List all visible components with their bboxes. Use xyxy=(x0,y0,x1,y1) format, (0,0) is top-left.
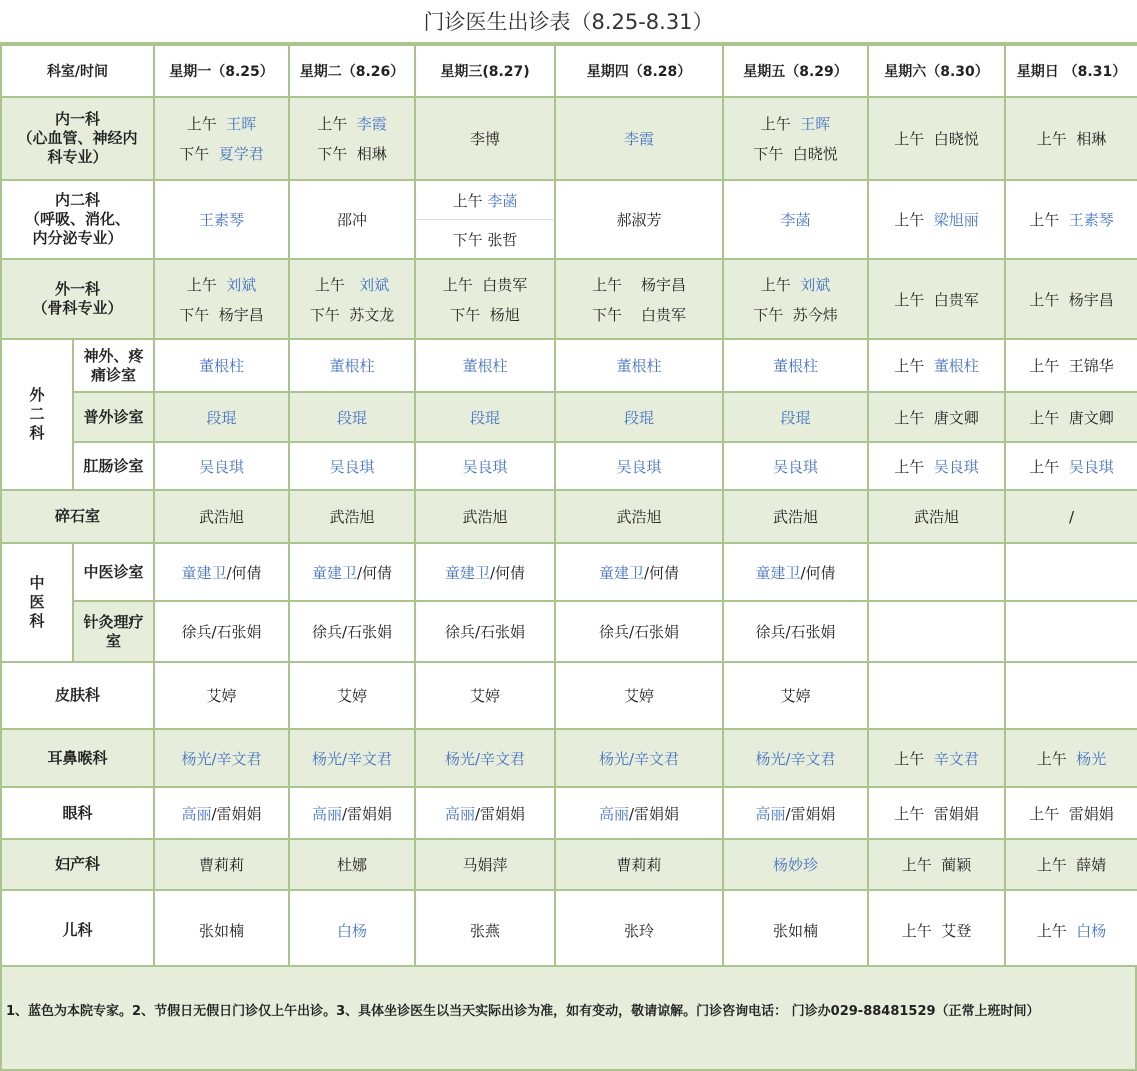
cell-wk2s1-wed: 董根柱 xyxy=(415,339,555,392)
am-label: 上午 xyxy=(760,275,791,294)
dept-text: 中医科 xyxy=(29,574,45,630)
cell-ebh-tue: 杨光/辛文君 xyxy=(289,729,415,787)
doctor-name: 杨宇昌 xyxy=(1068,290,1114,309)
cell-nk2-tue: 邵冲 xyxy=(289,180,415,259)
doctor-name: 刘斌 xyxy=(359,275,390,294)
doctor-name: /何倩 xyxy=(226,563,262,582)
cell-zyk1-tue xyxy=(289,543,415,601)
am-label: 上午 xyxy=(1029,211,1060,229)
cell-ebh-mon: 杨光/辛文君 xyxy=(154,729,289,787)
cell-yk-mon xyxy=(154,787,289,839)
doctor-name: 雷娟娟 xyxy=(1068,804,1114,823)
cell-nk1-sat xyxy=(868,97,1005,180)
cell-nk1-tue xyxy=(289,97,415,180)
row-wk1 xyxy=(1,259,1137,339)
cell-fck-thu: 曹莉莉 xyxy=(555,839,723,890)
am-label: 上午 xyxy=(1036,130,1067,148)
cell-pfk-wed: 艾婷 xyxy=(415,662,555,729)
header-row xyxy=(1,45,1137,97)
sub-line: 神外、疼 xyxy=(83,346,144,365)
am-label: 上午 xyxy=(901,856,932,874)
corner-header: 科室/时间 xyxy=(1,45,154,97)
am-label: 上午 xyxy=(1036,921,1067,940)
cell-sss-thu: 武浩旭 xyxy=(555,490,723,543)
cell-nk2-thu: 郝淑芳 xyxy=(555,180,723,259)
sub-label-wk2-3: 肛肠诊室 xyxy=(73,442,154,490)
doctor-name: /何倩 xyxy=(489,563,526,582)
cell-zyk1-wed xyxy=(415,543,555,601)
cell-wk1-fri xyxy=(723,259,868,339)
cell-wk2s3-mon: 吴良琪 xyxy=(154,442,289,490)
row-ek xyxy=(1,890,1137,970)
cell-wk2s1-thu: 董根柱 xyxy=(555,339,723,392)
cell-zyk2-tue: 徐兵/石张娟 xyxy=(289,601,415,662)
cell-zyk2-fri: 徐兵/石张娟 xyxy=(723,601,868,662)
doctor-name: 薛婧 xyxy=(1076,856,1107,874)
doctor-name: 杨宇昌 xyxy=(641,275,687,294)
doctor-name: 杨光 xyxy=(1076,749,1107,768)
row-yk xyxy=(1,787,1137,839)
doctor-name: 王晖 xyxy=(226,115,257,133)
cell-ebh-wed: 杨光/辛文君 xyxy=(415,729,555,787)
cell-zyk1-fri xyxy=(723,543,868,601)
cell-sss-fri: 武浩旭 xyxy=(723,490,868,543)
cell-ebh-thu: 杨光/辛文君 xyxy=(555,729,723,787)
doctor-name: 白晓悦 xyxy=(933,130,979,148)
cell-yk-tue xyxy=(289,787,415,839)
cell-pfk-fri: 艾婷 xyxy=(723,662,868,729)
am-label: 上午 xyxy=(894,749,925,768)
cell-wk1-sun xyxy=(1005,259,1137,339)
cell-wk2s1-sat xyxy=(868,339,1005,392)
cell-ek-fri: 张如楠 xyxy=(723,890,868,970)
dept-label-sss: 碎石室 xyxy=(1,490,154,543)
doctor-name: 艾登 xyxy=(941,921,972,940)
dept-line: 内分泌专业） xyxy=(32,229,123,247)
doctor-name: /何倩 xyxy=(800,563,836,582)
sub-line: 痛诊室 xyxy=(90,365,136,384)
day-header-tue: 星期二（8.26） xyxy=(289,45,415,97)
cell-wk1-tue xyxy=(289,259,415,339)
cell-wk2s1-mon: 董根柱 xyxy=(154,339,289,392)
pm-label: 下午 xyxy=(317,145,348,163)
cell-ek-sun xyxy=(1005,890,1137,970)
doctor-name: /雷娟娟 xyxy=(785,804,836,823)
cell-nk1-sun xyxy=(1005,97,1137,180)
cell-zyk2-wed: 徐兵/石张娟 xyxy=(415,601,555,662)
doctor-name: /何倩 xyxy=(643,563,680,582)
am-label: 上午 xyxy=(760,115,791,133)
sub-label-zyk-2 xyxy=(73,601,154,662)
doctor-name: 高丽 xyxy=(181,804,212,823)
dept-line: （心血管、神经内 xyxy=(17,129,138,147)
doctor-name: 李菡 xyxy=(487,191,518,210)
doctor-name: 夏学君 xyxy=(218,145,264,163)
cell-sss-sun: / xyxy=(1005,490,1137,543)
sub-label-wk2-2: 普外诊室 xyxy=(73,392,154,442)
cell-ek-tue: 白杨 xyxy=(289,890,415,970)
doctor-name: 蔺颖 xyxy=(941,856,972,874)
cell-nk2-wed xyxy=(415,180,555,259)
row-zyk-sub1 xyxy=(1,543,1137,601)
cell-zyk1-sat xyxy=(868,543,1005,601)
day-header-thu: 星期四（8.28） xyxy=(555,45,723,97)
doctor-name: 童建卫 xyxy=(311,563,357,582)
doctor-name: 杨旭 xyxy=(489,305,520,324)
cell-sss-tue: 武浩旭 xyxy=(289,490,415,543)
am-label: 上午 xyxy=(901,921,932,940)
doctor-name: 杨宇昌 xyxy=(218,305,264,324)
doctor-name: 辛文君 xyxy=(933,749,979,768)
cell-wk2s2-sun xyxy=(1005,392,1137,442)
cell-pfk-sun xyxy=(1005,662,1137,729)
am-label: 上午 xyxy=(894,211,925,229)
doctor-name: 相琳 xyxy=(356,145,387,163)
cell-yk-wed xyxy=(415,787,555,839)
row-nk1 xyxy=(1,97,1137,180)
cell-wk2s1-sun xyxy=(1005,339,1137,392)
cell-fck-wed: 马娟萍 xyxy=(415,839,555,890)
dept-line: 外一科 xyxy=(54,280,100,298)
am-label: 上午 xyxy=(1029,804,1060,823)
row-pfk xyxy=(1,662,1137,729)
row-wk2-sub1 xyxy=(1,339,1137,392)
row-wk2-sub3 xyxy=(1,442,1137,490)
cell-wk2s2-tue: 段琨 xyxy=(289,392,415,442)
footer-notes: 1、蓝色为本院专家。2、节假日无假日门诊仅上午出诊。3、具体坐诊医生以当天实际出诊为准，如有变动，敬请谅解。门诊咨询电话： 门诊办029-88481529（正常上班时间） xyxy=(0,965,1137,1071)
dept-text: 外二科 xyxy=(29,386,45,442)
cell-wk2s1-tue: 董根柱 xyxy=(289,339,415,392)
row-wk2-sub2 xyxy=(1,392,1137,442)
cell-ek-thu: 张玲 xyxy=(555,890,723,970)
cell-sss-mon: 武浩旭 xyxy=(154,490,289,543)
am-label: 上午 xyxy=(1029,408,1060,427)
row-ebh xyxy=(1,729,1137,787)
dept-line: 内一科 xyxy=(54,110,100,128)
cell-fck-sun xyxy=(1005,839,1137,890)
doctor-name: 唐文卿 xyxy=(933,408,979,427)
doctor-name: 刘斌 xyxy=(226,275,257,294)
cell-zyk2-mon: 徐兵/石张娟 xyxy=(154,601,289,662)
doctor-name: 童建卫 xyxy=(598,563,644,582)
doctor-name: 高丽 xyxy=(444,804,475,823)
cell-nk2-sun xyxy=(1005,180,1137,259)
doctor-name: 雷娟娟 xyxy=(933,804,979,823)
cell-wk1-sat xyxy=(868,259,1005,339)
cell-yk-sat xyxy=(868,787,1005,839)
am-label: 上午 xyxy=(186,275,217,294)
am-label: 上午 xyxy=(452,191,483,210)
pm-label: 下午 xyxy=(309,305,340,324)
doctor-name: 王素琴 xyxy=(1068,211,1114,229)
cell-wk2s3-sat xyxy=(868,442,1005,490)
am-label: 上午 xyxy=(1036,749,1067,768)
doctor-name: 张哲 xyxy=(487,230,518,249)
cell-ebh-sat xyxy=(868,729,1005,787)
cell-zyk1-mon xyxy=(154,543,289,601)
doctor-name: 白贵军 xyxy=(933,290,979,309)
dept-label-fck: 妇产科 xyxy=(1,839,154,890)
doctor-name: 刘斌 xyxy=(800,275,831,294)
dept-label-yk: 眼科 xyxy=(1,787,154,839)
am-label: 上午 xyxy=(442,275,473,294)
cell-wk2s3-wed: 吴良琪 xyxy=(415,442,555,490)
am-label: 上午 xyxy=(894,130,925,148)
am-label: 上午 xyxy=(1036,856,1067,874)
cell-wk1-thu xyxy=(555,259,723,339)
day-header-sat: 星期六（8.30） xyxy=(868,45,1005,97)
sub-label-zyk-1: 中医诊室 xyxy=(73,543,154,601)
page-title: 门诊医生出诊表（8.25-8.31） xyxy=(0,0,1137,44)
cell-wk2s3-tue: 吴良琪 xyxy=(289,442,415,490)
cell-ek-mon: 张如楠 xyxy=(154,890,289,970)
pm-label: 下午 xyxy=(450,305,481,324)
am-label: 上午 xyxy=(894,290,925,309)
am-label: 上午 xyxy=(894,457,925,476)
doctor-name: 唐文卿 xyxy=(1068,408,1114,427)
dept-line: 内二科 xyxy=(54,191,100,209)
cell-wk2s1-fri: 董根柱 xyxy=(723,339,868,392)
doctor-name: 相琳 xyxy=(1076,130,1107,148)
doctor-name: 白贵军 xyxy=(482,275,528,294)
cell-ek-wed: 张燕 xyxy=(415,890,555,970)
dept-line: （骨科专业） xyxy=(32,299,123,317)
doctor-name: /雷娟娟 xyxy=(474,804,526,823)
cell-zyk2-sun xyxy=(1005,601,1137,662)
dept-label-wk2 xyxy=(1,339,73,490)
cell-ebh-sun xyxy=(1005,729,1137,787)
doctor-name: 苏今炜 xyxy=(792,305,838,324)
cell-nk1-mon xyxy=(154,97,289,180)
cell-wk2s2-thu: 段琨 xyxy=(555,392,723,442)
dept-label-nk2 xyxy=(1,180,154,259)
cell-nk1-fri xyxy=(723,97,868,180)
cell-zyk2-thu: 徐兵/石张娟 xyxy=(555,601,723,662)
am-label: 上午 xyxy=(1029,357,1060,375)
doctor-name: /雷娟娟 xyxy=(211,804,262,823)
doctor-name: 梁旭丽 xyxy=(933,211,979,229)
sub-line: 室 xyxy=(105,631,121,650)
cell-fck-fri: 杨妙珍 xyxy=(723,839,868,890)
dept-label-ebh: 耳鼻喉科 xyxy=(1,729,154,787)
cell-ebh-fri: 杨光/辛文君 xyxy=(723,729,868,787)
cell-wk2s2-mon: 段琨 xyxy=(154,392,289,442)
dept-label-ek: 儿科 xyxy=(1,890,154,970)
cell-nk2-mon: 王素琴 xyxy=(154,180,289,259)
pm-label: 下午 xyxy=(591,305,622,324)
cell-ek-sat xyxy=(868,890,1005,970)
doctor-name: 王晖 xyxy=(800,115,831,133)
pm-label: 下午 xyxy=(753,145,784,163)
day-header-fri: 星期五（8.29） xyxy=(723,45,868,97)
doctor-name: 吴良琪 xyxy=(933,457,979,476)
dept-label-wk1 xyxy=(1,259,154,339)
cell-wk1-wed xyxy=(415,259,555,339)
cell-wk2s2-fri: 段琨 xyxy=(723,392,868,442)
cell-zyk1-thu xyxy=(555,543,723,601)
doctor-name: 高丽 xyxy=(598,804,629,823)
dept-label-nk1 xyxy=(1,97,154,180)
doctor-name: 王锦华 xyxy=(1068,357,1114,375)
am-label: 上午 xyxy=(317,115,348,133)
day-header-mon: 星期一（8.25） xyxy=(154,45,289,97)
cell-zyk2-sat xyxy=(868,601,1005,662)
am-label: 上午 xyxy=(1029,290,1060,309)
cell-nk2-sat xyxy=(868,180,1005,259)
cell-sss-wed: 武浩旭 xyxy=(415,490,555,543)
doctor-name: 童建卫 xyxy=(181,563,227,582)
cell-wk2s3-fri: 吴良琪 xyxy=(723,442,868,490)
pm-label: 下午 xyxy=(753,305,784,324)
doctor-name: /雷娟娟 xyxy=(341,804,393,823)
day-header-wed: 星期三(8.27) xyxy=(415,45,555,97)
cell-nk1-thu: 李霞 xyxy=(555,97,723,180)
doctor-name: 吴良琪 xyxy=(1068,457,1114,476)
pm-label: 下午 xyxy=(179,145,210,163)
doctor-name: 白晓悦 xyxy=(792,145,838,163)
am-label: 上午 xyxy=(1029,457,1060,476)
doctor-name: 白杨 xyxy=(1076,921,1107,940)
row-zyk-sub2 xyxy=(1,601,1137,662)
dept-line: 科专业） xyxy=(47,148,108,166)
doctor-name: 高丽 xyxy=(311,804,342,823)
doctor-name: 童建卫 xyxy=(444,563,490,582)
pm-label: 下午 xyxy=(452,230,483,249)
cell-zyk1-sun xyxy=(1005,543,1137,601)
row-nk2 xyxy=(1,180,1137,259)
cell-pfk-thu: 艾婷 xyxy=(555,662,723,729)
doctor-name: 董根柱 xyxy=(933,357,979,375)
cell-nk2-fri: 李菡 xyxy=(723,180,868,259)
dept-label-zyk xyxy=(1,543,73,662)
am-label: 上午 xyxy=(894,357,925,375)
row-fck xyxy=(1,839,1137,890)
cell-pfk-mon: 艾婷 xyxy=(154,662,289,729)
row-sss xyxy=(1,490,1137,543)
cell-wk2s2-sat xyxy=(868,392,1005,442)
dept-label-pfk: 皮肤科 xyxy=(1,662,154,729)
schedule-table xyxy=(0,44,1137,971)
doctor-name: 白贵军 xyxy=(641,305,687,324)
am-label: 上午 xyxy=(591,275,622,294)
doctor-name: 童建卫 xyxy=(755,563,801,582)
doctor-name: 高丽 xyxy=(755,804,786,823)
am-label: 上午 xyxy=(314,275,345,294)
day-header-sun: 星期日 （8.31） xyxy=(1005,45,1137,97)
cell-wk2s2-wed: 段琨 xyxy=(415,392,555,442)
cell-sss-sat: 武浩旭 xyxy=(868,490,1005,543)
cell-wk1-mon xyxy=(154,259,289,339)
cell-fck-mon: 曹莉莉 xyxy=(154,839,289,890)
am-label: 上午 xyxy=(894,408,925,427)
dept-line: （呼吸、消化、 xyxy=(24,210,130,228)
sub-label-wk2-1 xyxy=(73,339,154,392)
am-label: 上午 xyxy=(894,804,925,823)
cell-fck-sat xyxy=(868,839,1005,890)
am-label: 上午 xyxy=(186,115,217,133)
doctor-name: /雷娟娟 xyxy=(628,804,680,823)
cell-nk1-wed: 李博 xyxy=(415,97,555,180)
cell-yk-thu xyxy=(555,787,723,839)
sub-line: 针灸理疗 xyxy=(83,612,144,631)
doctor-name: 李霞 xyxy=(356,115,387,133)
cell-wk2s3-sun xyxy=(1005,442,1137,490)
cell-yk-sun xyxy=(1005,787,1137,839)
cell-fck-tue: 杜娜 xyxy=(289,839,415,890)
cell-wk2s3-thu: 吴良琪 xyxy=(555,442,723,490)
doctor-name: 苏文龙 xyxy=(349,305,395,324)
doctor-name: /何倩 xyxy=(356,563,393,582)
cell-yk-fri xyxy=(723,787,868,839)
pm-label: 下午 xyxy=(179,305,210,324)
cell-pfk-tue: 艾婷 xyxy=(289,662,415,729)
cell-pfk-sat xyxy=(868,662,1005,729)
